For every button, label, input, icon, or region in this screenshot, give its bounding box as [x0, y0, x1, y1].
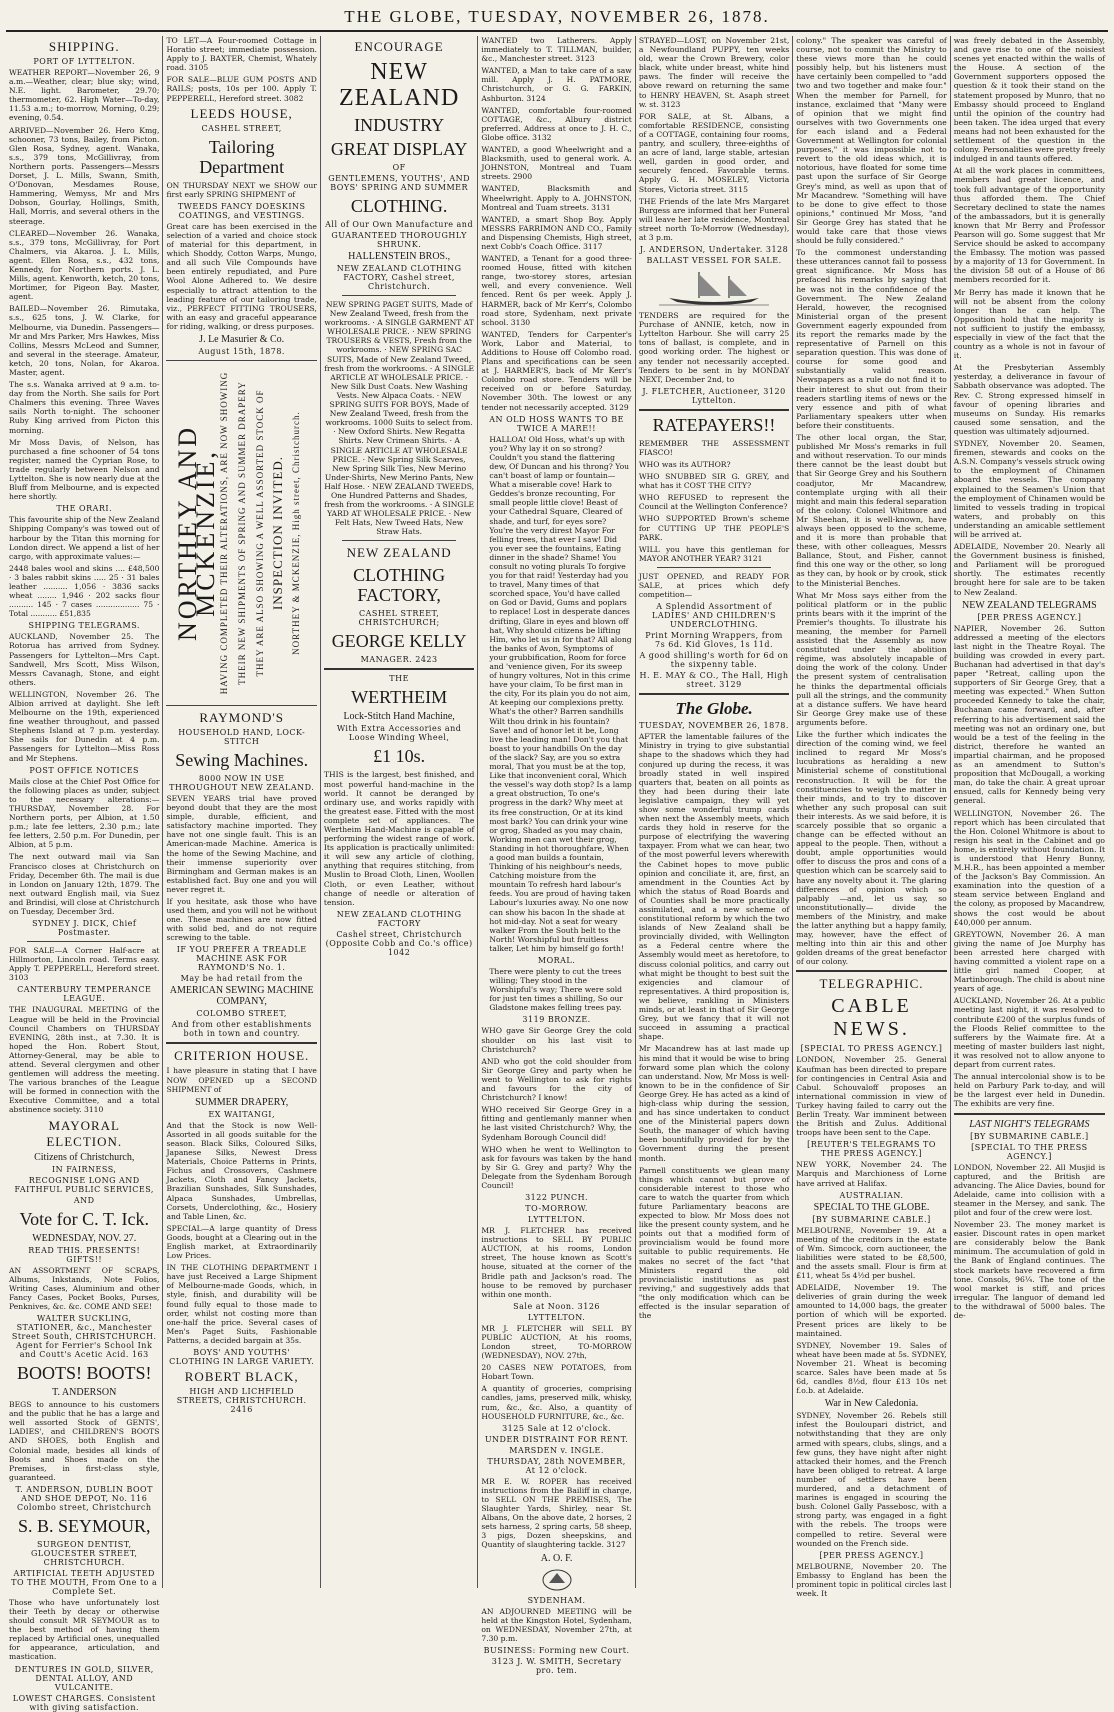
sale-time: Sale at Noon. 3126: [513, 1301, 600, 1311]
dentures: DENTURES IN GOLD, SILVER, DENTAL ALLOY, AND VULCANITE.: [14, 1664, 154, 1692]
orari-text: This favourite ship of the New Zealand Shipping Company's was towed out of harbour by the Titan this morning for London direct. We append a list of her cargo, with approximate values:—: [9, 515, 160, 561]
underclothing: A Splendid Assortment of LADIES' AND CHILDREN'S UNDERCLOTHING.: [652, 602, 777, 630]
northey-invited: INSPECTION INVITED.: [269, 455, 285, 610]
wanted-advert: WANTED, a good Wheelwright and a Blacksmith, used to general work. A. JOHNSTON, Montreal and Tuam streets. 2900: [481, 145, 632, 182]
cable-text: SYDNEY, November 19. Sales of wheat have been made at 5s. SYDNEY, November 21. Wheat is becoming scarce. Sales have been made at 5s 6d, candles 8½d, flour £13 10s net f.o.b. at Adelaide.: [796, 1340, 947, 1396]
temperance-heading: CANTERBURY TEMPERANCE LEAGUE.: [17, 985, 152, 1004]
divider: [954, 1113, 1105, 1115]
undertaker: J. ANDERSON, Undertaker. 3128: [639, 245, 789, 255]
question: WHO gave Sir George Grey the cold shoulder on his last visit to Christchurch?: [481, 1026, 632, 1054]
cashel-street: CASHEL STREET,: [201, 123, 282, 133]
shipping-note: The s.s. Wanaka arrived at 9 a.m. to-day from the North. She sails for Port Chalmers this evening. Three Waves sails North to-night. The schooner Ruby King arrived from Picton this morning.: [9, 380, 160, 435]
teeth-text: Those who have unfortunately lost their Teeth by decay or otherwise should consult MR SEYMOUR as to the best method of having them replaced by Artificial ones, unequalled for appearance, articulation, and mastication.: [9, 1597, 160, 1662]
news-text: WELLINGTON, November 26. The report which has been circulated that the Hon. Colonel Whitmore is about to resign his seat in the Cabinet and go home, is entirely without foundation. It is understood that Henry Bunny, M.H.R., has been appointed a member of the Jackson's Bay Commission. An examination into the question of a steam service between England and the colony, as proposed by Macandrew, shows the cost would be about £40,000 per annum.: [953, 808, 1106, 927]
mayoral-heading: MAYORAL ELECTION.: [46, 1117, 123, 1149]
anderson-heading: T. ANDERSON: [52, 1387, 117, 1399]
the: THE: [389, 674, 409, 684]
wertheim-heading: WERTHEIM: [351, 687, 448, 708]
cable-text: ADELAIDE, November 19. The deliveries of grain during the week amounted to 14,000 bags, the greater portion of which will be exported. Present prices are likely to be maintained.: [796, 1283, 947, 1338]
manager: MANAGER. 2423: [360, 655, 438, 665]
kelly-heading: GEORGE KELLY: [331, 631, 467, 652]
treadle-note: IF YOU PREFER A TREADLE MACHINE ASK FOR RAYMOND'S No. 1.: [176, 945, 307, 973]
industry-heading: INDUSTRY: [354, 115, 445, 135]
sixpenny: A good shilling's worth for 6d on the sixpenny table.: [639, 651, 789, 670]
lockstitch-heading: Lock-Stitch Hand Machine,: [343, 711, 455, 723]
news-text: Mr Berry has made it known that he will not be absent from the colony longer than he can help. The Opposition hold that the majority is not sufficient to justify the embassy, especially in view of the fact that the country as a whole is not in favour of it.: [953, 287, 1106, 361]
lemasurier: J. Le Masurier & Co.: [199, 333, 285, 345]
column-3: [321, 36, 478, 1588]
raymond-text: If you hesitate, ask those who have used them, and you will not be without one. These machines are now fitted with solid bed, and do not require screwing to the table.: [166, 897, 317, 943]
auction-text: MR J. FLETCHER will SELL BY PUBLIC AUCTION, At his rooms, London street, TO-MORROW (WEDNESDAY), NOV. 27th,: [481, 1323, 632, 1361]
divider: [342, 295, 456, 296]
funeral-notice: THE Friends of the late Mrs Margaret Burgess are informed that her Funeral will leave her late residence, Montreal street north To-Morrow (Wednesday), at 3 p.m.: [638, 196, 790, 242]
ratepayers-question: WILL you have this gentleman for MAYOR ANOTHER YEAR? 3121: [638, 544, 790, 563]
suckling-advert: WALTER SUCKLING, STATIONER, &c., Manchester Street South, CHRISTCHURCH. Agent for Ferrier's School Ink and Coutt's Acetic Acid. 163: [11, 1314, 157, 1360]
factory-address: NEW ZEALAND CLOTHING FACTORY, Cashel street, Christchurch.: [336, 264, 462, 291]
clothing-items: NEW SPRING PAGET SUITS, Made of New Zealand Tweed, fresh from the workrooms. · A SINGLE GARMENT AT WHOLESALE PRICE. · NEW SPRING TROUSERS & VESTS, Fresh from the workrooms. · NEW SPRING SAC SUITS, Made of New Zealand Tweed, fresh from the workrooms. · A SINGLE ARTICLE AT WHOLESALE PRICE. · New Silk Dust Coats. New Washing Vests. New Alpaca Coats. · NEW SPRING SUITS FOR BOYS, Made of New Zealand Tweed, fresh from the workrooms. 1000 Suits to select from. · New Oxford Shirts. New Regatta Shirts. New Crimean Shirts. · A SINGLE ARTICLE AT WHOLESALE PRICE. · New Spring Silk Scarves, New Spring Silk Ties, New Merino Under-Shirts, New Merino Pants, New Half Hose. · NEW ZEALAND TWEEDS, One Hundred Patterns and Shades, fresh from the workrooms. · A SINGLE YARD AT WHOLESALE PRICE. · New Felt Hats, New Tweed Hats, New Straw Hats.: [324, 300, 475, 537]
poem: HALLOA! Old Hoss, what's up with you? Why lay it on so strong? Couldn't you stand the flattering dew, Of Duncan and his throng? You can't boast of lamp or fountain— What a miserable cove! Hark to Geddes's bronze recounting, For small people little clove! Beast of your Cathedral Square, Cleared of shade, and turf, for eyes sore? You're the very direst Mayor For felling trees, that ever I saw! Did you ever see the fountains, Eating dinner in the shade? Shame! You consult no voting plurals To forgive you for that raid! Yesterday had you to travel, Many times of that scorched space, You'd have called on God or David, Gums and poplars to replace! Lost in desperate dances drifting, Glare in eyes and blown off hat, Why should citizens be lifting Him, who let us in for that? All along the banks of Avon, Symptoms of your grubbification, Room for force and 'venience given, For its sweep of hungry voltures, Not in this crime have your claim, To be first man in the city, For its plain you do not aim, At keeping our complexions pretty. What's the other? Barren sandhills Wilt thou drink in his fountain? Save! and of honor let it be, Long live the leading man! Don't you that boast to your handbills On the day of the slack? Say, are you so extra moral, That you must be at the top, Like that inconvenient coral, Which the vessel's way doth stop? Is a lamp a great obstruction, To one's progress in the dark? Why meet at its free construction, Or at its kind most bark? You can drink your wine or grog, Shaded as you may chain, Working men can wet their grog, Standing in hot thoroughfare, When a good man builds a fountain, Thinking of his neighbour's needs, Catching moisture from the mountain To refresh hard labour's feeds. You are proud of having taken Labour's luxuries away. No one now can show his bacon In the shade at hot mid-day. Not a seat for weary walker From the South belt to the North! Worshipful but fruitless talker, Let him by himself go forth!: [489, 434, 632, 953]
criterion-intro: I have pleasure in stating that I have NOW OPENED up a SECOND SHIPMENT of: [166, 1066, 317, 1094]
clothing-intro: GENTLEMENS, YOUTHS', AND BOYS' SPRING AND SUMMER: [328, 174, 471, 192]
tenders-text: TENDERS are required for the Purchase of ANNIE, ketch, now in Lyttelton Harbour. She will carry 25 tons of ballast, is complete, and in good working order. The highest or any tender not necessarily accepted. Tenders to be sent in by MONDAY NEXT, December 2nd, to: [638, 311, 790, 384]
wanted-advert: WANTED, Tenders for Carpenter's Work, Labor and Material, to Additions to House off Colombo road. Plans and specifications can be seen at J. HARMER'S, back of Mr Kerr's Colombo road store. Tenders will be received on or before Saturday, November 30th. The lowest or any tender not necessarily accepted. 3129: [481, 329, 632, 412]
may-sign: H. E. MAY & CO., The Hall, High street. 3129: [639, 671, 789, 690]
tailoring-intro: ON THURSDAY NEXT we SHOW our first early SPRING SHIPMENT of: [166, 180, 317, 199]
question: WHO when he went to Wellington to ask for favours was taken by the hand by Sir G. Grey and party? Why the Delegate from the Sydenham Borough Council!: [481, 1144, 632, 1190]
editorial-text: What Mr Moss says either from the political platform or in the public prints bears with it the imprint of the Premier's thoughts. To illustrate his meaning, the member for Parnell assisted that the Assembly as now constituted under the abolition régime, was absolutely incapable of doing the work of the colony. Under the present system of centralisation he thinks the departmental officials pull all the strings, and the community at a distance suffers. We have heard Sir George Grey make use of these arguments before.: [796, 590, 947, 727]
news-text: The annual intercolonial show is to be held on Parbury Park to-day, and will be the largest ever held in Dunedin. The exhibits are very fine.: [953, 1072, 1106, 1109]
tweeds-list: TWEEDS FANCY DOESKINS COATINGS, and VESTINGS.: [177, 201, 306, 220]
weather-report: WEATHER REPORT—November 26, 9 a.m.—Weather, clear; blue sky; wind, N.E. light. Barometer, 29.70; thermometer, 62. High Water—To-day, 11.53 a.m.; to-morrow, Morning, 0.29; evening, 0.54.: [9, 68, 160, 123]
arrivals: ARRIVED—November 26. Hero Kmg, schooner, 73 tons, Bailey, from Picton. Glen Rosa, Sydney, agent. Wanaka, s.s., 379 tons, McGillivray, from Northern ports. Passengers—Messrs Dorset, J. L. Mills, Swann, Smith, O'Donovan, Mesdames Rouse, Hammering, Wemyss, Mr and Mrs Dobson, Gourlay, Hollings, Smith, Hall, Morris, and several others in the steerage.: [9, 125, 160, 226]
column-6: [793, 36, 950, 1598]
cargo-list: 2448 bales wool and skins .... £48,500 · 3 bales rabbit skins ..... 25 · 31 bales leather .......... 1,056 · 3836 sacks wheat ........ 1,946 · 202 sacks flour .......... 145 · 7 cases .................. 75 · Total ........... £51,835: [9, 563, 160, 619]
press-agency-note: [PER PRESS AGENCY.]: [977, 612, 1082, 622]
orari-heading: THE ORARI.: [56, 504, 113, 514]
raymond-heading: RAYMOND'S: [199, 709, 284, 725]
cable-text: NEW YORK, November 24. The Marquis and Marchioness of Lorne have arrived at Halifax.: [796, 1160, 947, 1188]
residence-advert: FOR SALE, at St. Albans, a comfortable RESIDENCE, consisting of a COTTAGE, containing four rooms, pantry, and scullery, three-eighths of an acre of land, large stable, artesian well, garden in good order, and securely fenced. Favorable terms. Apply G. H. MOSELEY, Victoria Stores, Victoria street. 3115: [638, 111, 790, 194]
temperance-text: THE INAUGURAL MEETING of the League will be held in the Provincial Council Chambers on THURSDAY EVENING, 28th inst., at 7.30. It is hoped the Hon. Robert Stout, Attorney-General, may be able to attend. Several clergymen and other gentlemen will address the meeting. The various branches of the League will be formed in connection with the Executive Committee, and a total abstinence society. 3110: [9, 1005, 160, 1115]
new-zealand-heading: NEW ZEALAND: [338, 59, 460, 111]
seymour-heading: S. B. SEYMOUR,: [17, 1515, 151, 1536]
moral-verse: There were plenty to cut the trees willing; They stood in the Worshipful's way; There were sold for just ten times a shilling, So our Gladstone makes felling trees pay.: [489, 967, 624, 1013]
sewing-heading: Sewing Machines.: [175, 749, 309, 770]
tailoring-heading: Tailoring Department: [199, 136, 285, 177]
press-agency-note: [PER PRESS AGENCY.]: [819, 1550, 924, 1560]
wanted-advert: WANTED, a Man to take care of a saw mill. Apply J. H. PATMORE, Christchurch, or G. G. FARKIN, Ashburton. 3124: [481, 66, 632, 103]
postmaster-sign: SYDNEY J. DICK, Chief Postmaster.: [32, 919, 137, 938]
australian-heading: AUSTRALIAN.: [839, 1190, 904, 1200]
encourage-heading: ENCOURAGE: [354, 39, 444, 54]
boots-heading: BOOTS! BOOTS!: [16, 1363, 152, 1384]
hallenstein: HALLENSTEIN BROS.,: [348, 251, 451, 262]
auction-text: MR E. W. ROPER has received instructions from the Bailiff in charge, to SELL ON THE PREMISES, The Slaughter Yards, Shirley, near St. Albans, On the above date, 2 horses, 2 sets harness, 2 spring carts, 58 sheep, 3 pigs, Dozen sheepskins, and Quantity of slaughtering tackle. 3127: [481, 1476, 632, 1550]
wanted-advert: WANTED, Blacksmith and Wheelwright. Apply to A. JOHNSTON, Montreal and Tuam streets. 3131: [481, 184, 632, 212]
anderson-address: T. ANDERSON, DUBLIN BOOT AND SHOE DEPOT, No. 116 Colombo street, Christchurch: [15, 1484, 153, 1512]
fletcher-sign: J. FLETCHER, Auctioneer, 3120 Lyttelton.: [642, 386, 786, 405]
telegram: AUCKLAND, November 25. The Rotorua has arrived from Sydney. Passengers for Lyttelton—Mrs Capt. Sandwell, Mrs Scott, Miss Wilson, Messrs Cavanagh, Stone, and eight others.: [9, 632, 160, 687]
citizens-heading: Citizens of Christchurch,: [34, 1151, 135, 1163]
retail-note: May be had retail from the: [180, 974, 303, 984]
column-4: [478, 36, 635, 1675]
editorial-text: AFTER the lamentable failures of the Ministry in trying to give substantial shape to the shadows which they had conjured up during the recess, it was broadly stated in well inspired quarters that, beaten on all points as they had been during their late legislative campaign, they will yet show some wonderful trump cards when next the Assembly meets, which cards they hold in reserve for the purpose of electrifying the wavering taxpayer. From what we can hear, two of the most powerful levers wherewith the Cabinet hopes to move public opinion and conciliate it, are, first, an amendment in the Counties Act by which the status of Road Boards and of Counties shall be more practically assimilated, and a new scheme of constitutional reform by which the two islands of New Zealand shall be provincially divided, with Wellington as a Federal centre where the Assembly would meet as heretofore, to discuss colonial politics, and carry out what might be thought to best suit the exigencies and clamour of representatives. A third proposition is, we believe, rankling in Ministers minds, or at least in that of Sir George Grey, but we fancy that it will not succeed in assuming a practical shape.: [638, 732, 790, 1042]
raymond-text: SEVEN YEARS trial have proved beyond doubt that they are the most simple, durable, efficient, and satisfactory machine imported. They have not one single fault. This is an American-made Machine. America is the home of the Sewing Machine, and their immense superiority over Birmingham and German makes is an established fact. Buy one and you will never regret it.: [166, 793, 317, 894]
northey-line: THEY ARE ALSO SHOWING A WELL ASSORTED STOCK OF: [254, 389, 265, 677]
print-wrappers: Print Morning Wrappers, from 7s 6d. Kid Gloves, 1s 11d.: [645, 631, 783, 650]
and: AND: [73, 1195, 95, 1205]
port-heading: PORT OF LYTTELTON.: [33, 57, 136, 66]
news-text: SYDNEY, November 20. Seamen, firemen, stewards and cooks on the A.S.N. Company's vessels struck owing to the employment of Chinamen aboard the vessels. The company explained to the Seamen's Union that the employment of Chinamen would be limited to vessels trading in tropical waters, and probably on this understanding an amicable settlement will be arrived at.: [953, 439, 1106, 539]
post-notice: The next outward mail via San Francisco closes at Christchurch on Friday, December 6th. The mail is due in London on January 12th, 1879. The next outward English mail, via Suez and Brindisi, will close at Christchurch on Tuesday, December 3rd.: [9, 852, 160, 916]
northey-heading: NORTHEY AND MCKENZIE,: [172, 424, 220, 642]
of: OF: [392, 163, 406, 172]
secretary: 3123 J. W. SMITH, Secretary pro. tem.: [491, 1656, 622, 1675]
divider: [342, 540, 456, 541]
price: £1 10s.: [373, 746, 426, 767]
agency-note: [SPECIAL TO PRESS AGENCY.]: [800, 1044, 943, 1054]
post-notice: Mails close at the Chief Post Office for the following places as under, subject to the necessary alterations:— THURSDAY, November 28. For Northern ports, per Albion, at 1.50 p.m.; late fee letters, 2.30 p.m.; late fee letters, 2.50 p.m. For Dunedin, per Albion, at 5 p.m.: [9, 776, 160, 850]
ratepayers-question: WHO SUPPORTED Brown's scheme for CUTTING UP THE PEOPLE'S PARK.: [638, 514, 790, 542]
emblem-icon: [537, 1567, 577, 1593]
wanted-advert: WANTED two Latherers. Apply immediately to T. TILLMAN, builder, &c., Manchester street. 3123: [481, 36, 632, 64]
ratepayers-question: WHO SNUBBED SIR G. GREY, and what has it COST THE CITY?: [638, 472, 790, 491]
sale-time: 3125 Sale at 12 o'clock.: [502, 1423, 612, 1433]
column-1: [6, 36, 163, 1712]
ballast-heading: BALLAST VESSEL FOR SALE.: [646, 256, 782, 266]
news-text: GREYTOWN, November 26. A man giving the name of Joe Murphy has been arrested here charged with having committed a violent rape on a little girl named Cooper, at Martinborough. The child is about nine years of age.: [953, 929, 1106, 994]
editorial-date: TUESDAY, NOVEMBER 26, 1878.: [639, 721, 789, 731]
submarine-note: [BY SUBMARINE CABLE.]: [970, 1131, 1089, 1141]
to-let-advert: TO LET—A Four-roomed Cottage in Horatio street; immediate possession. Apply to J. BAXTER, Chemist, Whately road. 3105: [166, 36, 317, 73]
cable-text: LONDON, November 25. General Kaufman has been directed to prepare for contingencies in Central Asia and Cabul. Schouvaloff proposes an international commission in view of Turkey having failed to carry out the Berlin Treaty. War imminent between the British and Zulus. Additional troops have been sent to the Cape.: [796, 1055, 947, 1138]
aof-heading: A. O. F.: [540, 1552, 573, 1564]
last-night-heading: LAST NIGHT'S TELEGRAMS: [969, 1118, 1090, 1130]
auction-text: A quantity of groceries, comprising candles, jams, preserved milk, whisky, rum, &c., &c. Also, a quantity of HOUSEHOLD FURNITURE, &c., &c.: [481, 1384, 632, 1421]
marsden: MARSDEN v. INGLE.: [509, 1445, 604, 1455]
columns: [6, 36, 1108, 1712]
read-this: READ THIS. PRESENTS! GIFTS!!: [28, 1245, 141, 1264]
own-manufacture: All of Our Own Manufacture and: [325, 220, 474, 229]
business: BUSINESS: Forming new Court.: [483, 1645, 630, 1655]
news-text: NAPIER, November 26. Sutton addressed a meeting of the electors last night in the Theatre Royal. The building was crowded in every part. Buchanan had advertised in that day's paper "Retreat, calling upon the supporters of Sir George Grey, that a meeting was expected." When Sutton proceeded Kennedy to take the chair, Buchanan came forward, and, after referring to his advertisement said the meeting was not an ordinary one, but would be a test of the feeling in the district, therefore he wanted an impartial chairman, and he proposed as an amendment to Sutton's proposition that McDougall, a working man, do take the chair. A great uproar ensued, calls for Kennedy being very general.: [953, 623, 1106, 806]
in-use: 8000 NOW IN USE THROUGHOUT NEW ZEALAND.: [169, 773, 315, 792]
teeth-heading: ARTIFICIAL TEETH ADJUSTED TO THE MOUTH, From One to a Complete Set.: [11, 1568, 158, 1596]
wednesday: WEDNESDAY, NOV. 27.: [32, 1232, 137, 1244]
news-text: At all the work places in committees, members had greater licence, and took full advantage of the opportunity thus afforded them. The Chief Secretary declined to state the names of the ambassadors, but it is generally known that Mr Berry and Professor Pearson will go. Some suggest that Mr Service should be asked to accompany the Embassy. The motion was passed by a majority of 13 for Government. In the division 58 out of a House of 86 members recorded for it.: [953, 166, 1106, 285]
nzcf-footer: NEW ZEALAND CLOTHING FACTORY: [336, 909, 462, 928]
divider: [27, 941, 141, 942]
robert-black: ROBERT BLACK,: [184, 1369, 299, 1384]
bronze-sign: 3119 BRONZE.: [522, 1015, 591, 1025]
column-7: [951, 36, 1108, 1588]
boots-text: BEGS to announce to his customers and the public that he has a large and well assorted Stock of GENTS', LADIES', and CHILDREN'S BOOTS AND SHOES, both English and Colonial made, besides all kinds of Boots and Shoes made on the Premises, in first-class style, guaranteed.: [9, 1400, 160, 1482]
northey-address: NORTHEY & MCKENZIE, High street, Christchurch.: [290, 411, 301, 655]
news-text: LONDON, November 22. All Musjid is captured, and the British are advancing. The Alice Davies, bound for Adelaide, came into collision with a steamer in the Mersey, and sank. The pilot and four of the crew were lost.: [953, 1162, 1106, 1217]
telegram: WELLINGTON, November 26. The Albion arrived at daylight. She left Melbourne on the 19th, experienced fine weather throughout, and passed Stephens Island at 7 p.m. yesterday. She sails for Dunedin at 4 p.m. Passengers for Lyttelton—Miss Ross and Mr Stephens.: [9, 689, 160, 763]
accessories: With Extra Accessories and Loose Winding Wheel,: [336, 724, 462, 743]
clothing-heading: CLOTHING.: [350, 196, 448, 216]
wanted-advert: WANTED, a smart Shop Boy. Apply MESSRS FARRIMON AND CO., Family and Dispensing Chemists, High street, next Cobb's Coach Office. 3117: [481, 214, 632, 251]
ratepayers-question: WHO REFUSED to represent the Council at the Wellington Conference?: [638, 493, 790, 512]
globe-title: The Globe.: [675, 699, 753, 719]
editorial-text: Mr Macandrew has at last made up his mind that it would be wise to bring forward some plan which the colony can understand. Now, Mr Moss is well-known to be in the confidence of Sir George Grey. He has acted as a kind of high-class whip during the session, and has since undertaken to conduct one of the Ministerial papers down South, the manager of which having been bountifully provided for by the Government during the present month.: [638, 1044, 790, 1163]
editorial-text: Parnell constituents we glean many things which cannot but prove of considerable interest to those who care to watch the quarter from which future Parliamentary beacons are expected to blow. Mr Moss does not like the present county system, and he points out that a modified form of provincialism would be found more suitable to public requirements. He makes no secret of the fact "that Ministers regard the old provincialistic institutions as past reviving," and suggestively adds that "the only modification which can be effected is the insular separation of the: [638, 1165, 790, 1321]
nzcf-heading: NEW ZEALAND: [346, 545, 452, 561]
special-heading: SPECIAL TO THE GLOBE.: [813, 1201, 930, 1213]
black-address: HIGH AND LICHFIELD STREETS, CHRISTCHURCH. 2416: [176, 1387, 307, 1414]
cable-text: SYDNEY, November 26. Rebels still infest the Bouloupari district, and notwithstanding that they are only armed with spears, clubs, slings, and a few guns, they have night after night attacked their homes, and the French have been obliged to retreat. A large number of settlers have been murdered, and a detachment of marines is engaged in scouring the bush. Colonel Gally Passebosc, with a strong party, was engaged in a fight with the rebels. The troops were compelled to retire. Several were wounded on the French side.: [796, 1411, 947, 1548]
criterion-stock: And that the Stock is now Well-Assorted in all goods suitable for the season. Black Silks, Coloured Silks, Japanese Silks, Newest Dress Materials, Choice Patterns in Prints, Fichus and Crossovers, Cashmere Jackets, Cloth and Fancy Jackets, Brazilian Sunshades, Silk Sunshades, Alpaca Sunshades, Umbrellas, Corsets, Underclothing, &c., Hosiery and Table Linen, &c.: [166, 1120, 317, 1221]
divider: [796, 970, 946, 972]
cable-news-heading: CABLE NEWS.: [831, 995, 912, 1041]
lemasurier-date: August 15th, 1878.: [198, 346, 285, 356]
telegraphic-heading: TELEGRAPHIC.: [819, 976, 924, 992]
masthead: THE GLOBE, TUESDAY, NOVEMBER 26, 1878.: [6, 4, 1108, 32]
shrunk: GUARANTEED THOROUGHLY SHRUNK.: [331, 231, 467, 249]
cashel-footer: Cashel street, Christchurch (Opposite Cobb and Co.'s office) 1042: [325, 929, 473, 957]
potatoes: 20 CASES NEW POTATOES, from Hobart Town.: [481, 1363, 632, 1382]
submarine-note: [BY SUBMARINE CABLE.]: [812, 1214, 931, 1224]
moral-heading: MORAL.: [537, 956, 576, 965]
agents: And from other establishments both in town and country.: [171, 1020, 312, 1039]
shipping-heading: SHIPPING.: [48, 39, 120, 54]
editorial-text: Like the further which indicates the direction of the coming wind, we feel inclined to regard Mr Moss's lucubrations as heralding a new Ministerial scheme of constitutional reconstruction. It will be for the constituencies to weigh the matter in their minds, and to try to discover whether any such proposal can suit their interests. As we said before, it is scarcely possible that so organic a change can be effected without an appeal to the people. Then, without a doubt, ample opportunities would offer to discuss the pros and cons of a question which can be scarcely said to have any novelty about it. The glaring differences of opinion which so palpably —and, let us say, so unconstitutionally— divide the members of the Ministry, and make the latter anything but a happy family, may, however, have the effect of melting into thin air this and other golden dreams of the great benefactor of our colony.: [796, 730, 947, 967]
divider: [639, 409, 789, 411]
boys-clothing: BOYS' AND YOUTHS' CLOTHING IN LARGE VARIETY.: [169, 1348, 315, 1366]
news-text: ADELAIDE, November 20. Nearly all the Government business is finished, and Parliament will be prorogued shortly. The estimates recently brought here for sale are to be taken to New Zealand.: [953, 542, 1106, 597]
ship-icon: [659, 268, 769, 308]
punch-sign: 3122 PUNCH.: [525, 1193, 589, 1203]
rotated-text: [172, 368, 305, 698]
telegrams-heading: SHIPPING TELEGRAMS.: [28, 621, 140, 631]
household-heading: HOUSEHOLD HAND, LOCK-STITCH: [178, 727, 306, 746]
lowest-charges: LOWEST CHARGES. Consistent with giving satisfaction.: [12, 1693, 156, 1712]
news-text: At the Presbyterian Assembly yesterday, a deliverance in favour of Sabbath observance was adopted. The Rev. C. Strong expressed himself in favour of opening libraries and museums on Sunday. His remarks caused some sensation, and the question was ultimately adjourned.: [953, 363, 1106, 436]
scraps-advert: AN ASSORTMENT OF SCRAPS, Albums, Inkstands, Note Folios, Writing Cases, Aluminium and other Fancy Cases, Pocket Books, Purses, Penknives, &c. &c. COME AND SEE!: [9, 1265, 160, 1311]
ratepayers-question: REMEMBER THE ASSESSMENT FIASCO!: [638, 438, 790, 457]
column-2: [163, 36, 320, 1588]
editorial-text: colony." The speaker was careful of course, not to commit the Ministry to these views more than he could possibly help, but his listeners must have certainly been compelled to "add two and two together and make four." When the member for Parnell, for instance, exclaimed that "Many were of opinion that we might find ourselves with two Governments one for each island and a Federal Government at Wellington for colonial purposes," it was impossible not to revert to the old ideas which, it is notorious, have floated for some time past upon the surface of Sir George Grey's mind, as well as upon that of Mr Macandrew. "Something will have to be done to give effect to those opinions," continued Mr Moss, "and Sir George Grey has stated that he would take care that those views should be fully considered.": [796, 36, 947, 246]
ratepayers-heading: RATEPAYERS!!: [652, 414, 776, 435]
just-opened: JUST OPENED, and READY FOR SALE, at prices which defy competition—: [638, 571, 790, 600]
wertheim-text: THIS is the largest, best finished, and most powerful hand-machine in the world. It cannot be deranged by ordinary use, and works rapidly with the greatest ease. Fitted with the most complete set of appliances. The Wertheim Hand-Machine is capable of performing the widest range of work. Its application is practically unlimited: it will sew any article of clothing, anything that requires stitching, from Muslin to Broad Cloth, Linen, Woollen Cloth, or even Leather, without change of needle or alteration of tension.: [323, 770, 475, 907]
sydenham-heading: SYDENHAM.: [527, 1595, 586, 1605]
gum-posts-advert: FOR SALE—BLUE GUM POSTS AND RAILS; posts, 10s per 100. Apply T. PEPPERELL, Hereford street. 3082: [166, 75, 317, 103]
lyttelton-heading-2: LYTTELTON.: [527, 1312, 586, 1322]
editorial-text: The other local organ, the Star, published Mr Moss's remarks in full and without reservation. To our minds there cannot be the least doubt but that Sir George Grey and his Southern coadjutor, Mr Macandrew, contemplate urging with all their might and main this federal separation of the colony. Colonel Whitmore and Mr Sheehan, it is well-known, have always been opposed to the scheme, and it is more than probable that these, with other colleagues, Messrs Ballance, Stout, and Fisher, cannot find this one way or the other, so long as they can, by hook or by crook, stick to the Ministerial Benches.: [796, 433, 947, 588]
lyttelton-heading: LYTTELTON.: [527, 1215, 586, 1225]
question: AND who got the cold shoulder from Sir George Grey and party when he went to Wellington to ask for rights and favours for the city of Christchurch? I know!: [481, 1056, 632, 1103]
leeds-heading: LEEDS HOUSE,: [190, 105, 293, 121]
question: WHO received Sir George Grey in a fitting and gentlemanly manner when he last visited Christchurch? Why, the Sydenham Borough Council did!: [481, 1105, 632, 1142]
lost-advert: STRAYED—LOST, on November 21st, a Newfoundland PUPPY, ten weeks old, wear the Crown Brewery, color black, white under breast, white hind paws. The finder will receive the above reward on returning the same to HENRY HEAVEN, St. Asaph street w. st. 3123: [638, 36, 790, 109]
divider: [639, 693, 789, 695]
war-heading: War in New Caledonia.: [824, 1398, 919, 1410]
special-note: [SPECIAL TO THE PRESS AGENCY.]: [971, 1142, 1088, 1161]
auction-text: MR J. FLETCHER has received instructions to SELL BY PUBLIC AUCTION, at his rooms, London street, The house known as Scott's house, situated at the corner of the Bridle path and Jackson's road. The house to be removed by purchaser within one month.: [481, 1226, 632, 1299]
post-heading: POST OFFICE NOTICES: [29, 765, 140, 775]
reuter-note: [REUTER'S TELEGRAMS TO THE PRESS AGENCY.]: [807, 1140, 936, 1159]
tomorrow-heading: TO-MORROW.: [525, 1204, 588, 1214]
nz-telegrams-heading: NEW ZEALAND TELEGRAMS: [962, 599, 1097, 611]
nzcf-address: CASHEL STREET, CHRISTCHURCH;: [358, 609, 440, 628]
summer-drapery: SUMMER DRAPERY,: [195, 1096, 289, 1108]
dentist-heading: SURGEON DENTIST, GLOUCESTER STREET, CHRISTCHURCH.: [31, 1539, 138, 1567]
ex-waitangi: EX WAITANGI,: [208, 1109, 275, 1119]
sailed: BAILED—November 26. Rimutaka, s.s., 625 tons, J. W. Clarke, for Melbourne, via Dunedin. Passengers—Mr and Mrs Parker, Mrs Hawkes, Miss Collins, Messrs McLeod and Sumner, and several in the steerage. Amateur, ketch, 20 tons, Nolan, for Akaroa. Master, agent.: [9, 304, 160, 377]
northey-rotated-advert: [166, 360, 316, 706]
ratepayers-question: WHO was its AUTHOR?: [638, 460, 731, 469]
cleared: CLEARED—November 26. Wanaka, s.s., 379 tons, McGillivray, for Port Chalmers, via Akaroa. J. L. Mills, agent. Ellen Rosa, s.s., 432 tons, Kennedy, for Northern ports. J. L. Mills, agent. Kenworth, ketch, 20 tons, Mortimer, for Pigeon Bay. Master, agent.: [9, 228, 160, 302]
old-hoss-heading: AN OLD HOSS WANTS TO BE TWICE A MARE!!: [489, 414, 624, 433]
news-text: was freely debated in the Assembly, and gave rise to one of the noisiest scenes yet enacted within the walls of the House. A section of the Government supporters opposed the question & it took their stand on the statement proposed by Munro, that no Embassy should proceed to England until the opinion of the country had been taken. The idea urged that every means had not been exhausted for the settlement of the question in the colony. Personalities were pretty freely indulged in and taunts offered.: [953, 36, 1106, 164]
divider: [324, 668, 474, 670]
meeting-text: AN ADJOURNED MEETING will be held at the Kingston Hotel, Sydenham, on WEDNESDAY, November 27th, at 7.30 p.m.: [481, 1606, 632, 1643]
distraint-heading: UNDER DISTRAINT FOR RENT.: [484, 1434, 629, 1444]
news-text: AUCKLAND, November 26. At a public meeting last night, it was resolved to contribute £200 of the surplus funds of the Floods Relief committee to the sufferers by the Waimate fire. At a meeting of master builders last night, it was resolved not to allow anyone to depart from current rates.: [953, 996, 1106, 1070]
colombo-street: COLOMBO STREET,: [196, 1009, 287, 1019]
wanted-advert: WANTED, a Tenant for a good three-roomed House, fitted with kitchen range, two-storey stores, artesian well, and every convenience. Well fenced. Rent 6s per week. Apply J. HARMER, back of Mr Kerr's, Colombo road store, Sydenham, next private school. 3130: [481, 254, 632, 327]
sale-advert: FOR SALE—A Corner Half-acre at Hillmorton, Lincoln road. Terms easy. Apply T. PEPPERELL, Hereford street. 3103: [9, 946, 160, 983]
editorial-text: To the commonest understanding these utterances cannot fail to possess great significance. Mr Moss has prefaced his remarks by saying that he was not in the confidence of the Government. The New Zealand Herald, however, the recognised Ministerial organ of the present Government eagerly expounded from its report the remarks made by the representative of Parnell on this separation question. This was done of course for some good and substantially valid reason. Newspapers as a rule do not find it to their interest to shut out from their readers startling items of news or the very essence and pith of what Parliamentary speakers utter when before their constituents.: [796, 248, 947, 430]
american-company: AMERICAN SEWING MACHINE COMPANY,: [169, 985, 314, 1008]
recognise: RECOGNISE LONG AND FAITHFUL PUBLIC SERVICES,: [14, 1175, 154, 1194]
divider: [166, 1042, 316, 1044]
northey-line: HAVING COMPLETED THEIR ALTERATIONS, ARE NOW SHOWING THEIR NEW SHIPMENTS OF SPRING AND SUMMER DRAPERY: [218, 371, 247, 695]
column-5: [636, 36, 793, 1588]
criterion-heading: CRITERION HOUSE.: [174, 1048, 310, 1064]
divider: [657, 567, 771, 568]
nzcf-heading-2: CLOTHING FACTORY,: [353, 565, 446, 606]
thursday: THURSDAY, 28th NOVEMBER, At 12 o'clock.: [487, 1456, 626, 1475]
news-text: November 23. The money market is easier. Discount rates in open market are considerably below the Bank minimum. The accumulation of gold in the Bank of England continues. The stock markets have recovered a firm tone. Consols, 96¼. The tone of the wool market is stiff, and prices irregular. The languor of demand led to the withdrawal of 5000 bales. The de-: [953, 1220, 1106, 1320]
criterion-special: SPECIAL—A large quantity of Dress Goods, bought at a Clearing out in the English market, at Extraordinarily Low Prices.: [166, 1223, 317, 1261]
vote-heading: Vote for C. T. Ick.: [19, 1208, 149, 1229]
cable-text: MELBOURNE, November 19. At a meeting of the creditors in the estate of Wm. Simcock, corn auctioneer, the liabilities were stated to be £8,500, and the assets small. Flour is firm at £11, wheat 5s 4½d per bushel.: [796, 1225, 947, 1281]
cable-text: MELBOURNE, November 20. The Embassy to England has been the prominent topic in political circles last week. It: [796, 1561, 947, 1598]
tailoring-text: Great care has been exercised in the selection of a varied and choice stock of material for this department, in which Shoddy, Cotton Warps, Mungo, and all such Vile Compounds have been entirely repudiated, and Pure Wool Alone Adhered to. We desire especially to attract attention to the leading feature of our tailoring trade, viz., PERFECT FITTING TROUSERS, with an easy and graceful appearance for riding, walking, or dress purposes.: [166, 221, 317, 331]
shipping-note: Mr Moss Davis, of Nelson, has purchased a fine schooner of 54 tons register, named the Cyprian Rose, to trade regularly between Nelson and Lyttelton. She is now nearly due at the Bluff from Melbourne, and is expected here shortly.: [9, 437, 160, 502]
fairness: IN FAIRNESS,: [52, 1164, 117, 1174]
great-display: GREAT DISPLAY: [330, 139, 468, 159]
wanted-advert: WANTED, comfortable four-roomed COTTAGE, &c., Albury district preferred. Address at once to J. H. C., Globe office. 3132: [481, 105, 632, 142]
criterion-clothing: IN THE CLOTHING DEPARTMENT I have just Received a Large Shipment of Melbourne-made Goods, which, in style, finish, and durability will be found fully equal to those made to order, whilst not costing more than one-half the price. Several cases of Men's Paget Suits, Fashionable Patterns, a decided bargain at 35s.: [166, 1263, 317, 1345]
